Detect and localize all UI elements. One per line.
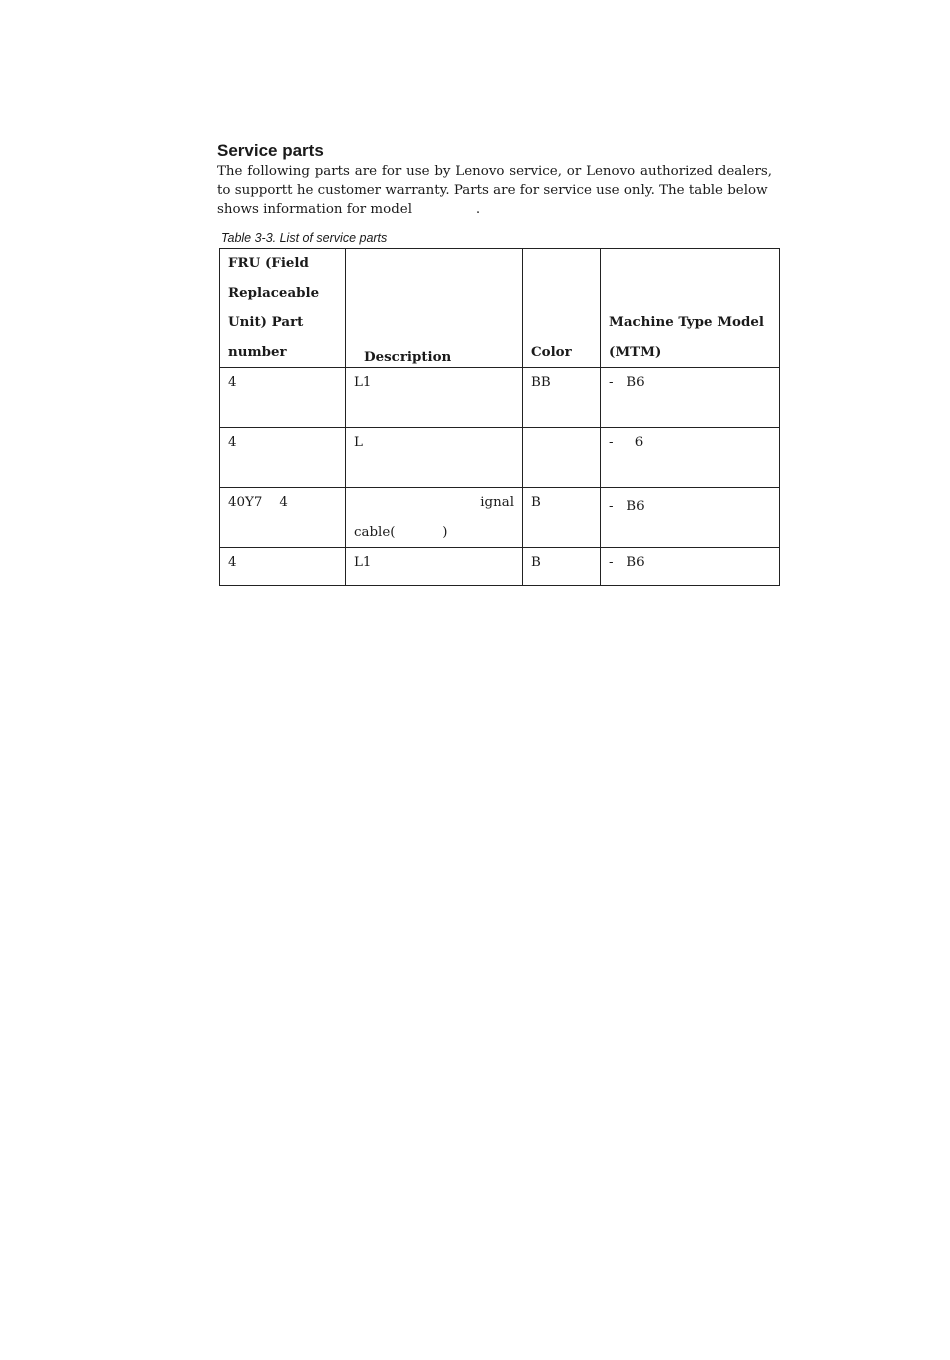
cell-description-text-line2: cable( ) — [354, 525, 448, 540]
header-mtm: Machine Type Model (MTM) — [601, 249, 780, 368]
cell-color — [523, 428, 601, 488]
table-row — [220, 488, 780, 548]
cell-fru-text: 40Y7 4 — [228, 495, 288, 510]
cell-color-text: B — [531, 555, 541, 570]
cell-mtm-text: - 6 — [609, 435, 644, 450]
cell-mtm — [601, 428, 780, 488]
intro-line-1: The following parts are for use by Lenovo service, or Lenovo authorized dealers, — [217, 164, 772, 179]
cell-description-text: L — [354, 435, 363, 450]
table-row — [220, 428, 780, 488]
cell-color-text: BB — [531, 375, 551, 390]
cell-color — [523, 368, 601, 428]
cell-mtm — [601, 548, 780, 586]
cell-mtm-text: - B6 — [609, 375, 645, 390]
cell-color-text: B — [531, 495, 541, 510]
table-caption: Table 3-3. List of service parts — [221, 231, 388, 245]
cell-fru-text: 4 — [228, 555, 237, 570]
cell-description — [346, 368, 523, 428]
cell-description-text: L1 — [354, 555, 372, 570]
cell-mtm — [601, 368, 780, 428]
cell-color — [523, 548, 601, 586]
table-row — [220, 548, 780, 586]
table-header-row — [220, 249, 780, 368]
cell-fru — [220, 488, 346, 548]
cell-mtm-text: - B6 — [609, 499, 645, 514]
cell-mtm-text: - B6 — [609, 555, 645, 570]
cell-description-text: L1 — [354, 375, 372, 390]
cell-fru-text: 4 — [228, 435, 237, 450]
cell-description — [346, 488, 523, 548]
header-color: Color — [523, 249, 601, 368]
cell-fru-text: 4 — [228, 375, 237, 390]
header-fru: FRU (Field Replaceable Unit) Part number — [220, 249, 346, 368]
cell-description-text: ignal — [480, 495, 514, 510]
cell-fru — [220, 548, 346, 586]
intro-line-2: to supportt he customer warranty. Parts are for service use only. The table below — [217, 183, 768, 198]
cell-fru — [220, 368, 346, 428]
cell-description — [346, 428, 523, 488]
intro-line-3: shows information for model . — [217, 202, 481, 217]
table-row — [220, 368, 780, 428]
header-description: Description — [346, 249, 523, 368]
intro-paragraph — [217, 162, 772, 219]
cell-fru — [220, 428, 346, 488]
cell-description — [346, 548, 523, 586]
cell-mtm — [601, 488, 780, 548]
cell-color — [523, 488, 601, 548]
service-parts-table — [219, 248, 780, 586]
section-heading: Service parts — [217, 141, 324, 160]
